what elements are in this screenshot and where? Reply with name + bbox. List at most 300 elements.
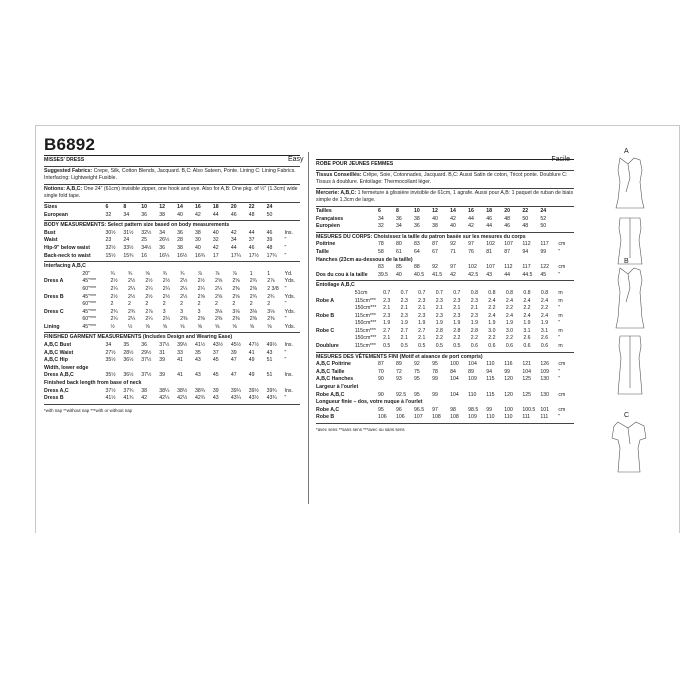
row-label: Robe A,C — [316, 406, 340, 413]
table-cell — [231, 365, 249, 373]
table-cell: 2¼ — [145, 316, 153, 323]
table-cell: 40 — [432, 215, 438, 222]
table-cell: 78 — [377, 241, 384, 248]
table-cell: 2.3 — [470, 297, 478, 304]
table-cell: 1.9 — [418, 320, 426, 327]
table-cell: " — [284, 357, 287, 364]
table-row — [316, 257, 574, 265]
table-cell: 12 — [432, 207, 438, 214]
table-cell: 45 — [540, 271, 547, 278]
table-cell: cm — [558, 264, 566, 271]
table-cell: 2⅝ — [214, 293, 223, 300]
table-row — [44, 301, 300, 309]
table-cell: 78 — [432, 368, 438, 375]
table-cell: 50 — [522, 215, 529, 222]
table-cell: " — [284, 285, 287, 292]
table-cell: 1.9 — [505, 320, 514, 327]
table-cell: 99 — [540, 248, 547, 255]
fabrics-label: Suggested Fabrics: — [44, 167, 93, 174]
table-cell: 2⅝ — [197, 293, 205, 300]
table-cell: 1 — [249, 270, 253, 277]
table-cell — [450, 384, 468, 392]
dress-a-front-sketch — [616, 158, 644, 208]
table-cell: ⅝ — [145, 270, 150, 277]
divider — [44, 404, 300, 405]
table-cell: 16 — [468, 207, 474, 214]
table-cell: Yd. — [284, 270, 293, 277]
table-cell: 94 — [486, 368, 492, 375]
notions-text-fr: 1 fermeture à glissière invisible de 61cm, 1 agrafe. Aussi pour A,B: 1 paquet de ruban de biais simple de 1.3cm de large. — [316, 189, 574, 204]
table-row — [316, 392, 574, 400]
table-cell: ⅞ — [197, 270, 202, 277]
table-cell: 2.7 — [400, 327, 408, 334]
table-cell: 1.9 — [453, 320, 461, 327]
table-row — [44, 237, 300, 245]
table-cell: 36½ — [123, 372, 134, 379]
table-row — [316, 208, 574, 216]
table-cell: " — [284, 244, 287, 251]
table-cell: 51 — [266, 357, 273, 364]
table-cell: 93 — [395, 376, 402, 383]
table-cell: 37½ — [141, 357, 152, 364]
row-label — [44, 316, 82, 324]
row-label: Tailles — [316, 207, 332, 214]
table-cell — [177, 380, 195, 388]
table-row — [316, 305, 574, 313]
table-cell: 2¼ — [127, 316, 136, 323]
table-cell: 2¾ — [249, 293, 258, 300]
table-cell: 45"*** — [82, 278, 97, 285]
notions-label: Notions: A,B,C: — [44, 185, 83, 192]
table-cell: 89 — [395, 361, 402, 368]
table-cell: ¾ — [110, 270, 115, 277]
table-cell: m — [558, 327, 563, 334]
table-cell: 10 — [141, 203, 148, 210]
table-cell — [285, 204, 300, 212]
table-cell: 34 — [105, 342, 112, 349]
table-cell: 45"*** — [82, 323, 97, 330]
table-cell: 2.4 — [505, 312, 514, 319]
table-cell: 2⅜ — [267, 316, 275, 323]
table-cell: Ins. — [284, 387, 293, 394]
table-cell: 2⅜ — [214, 316, 223, 323]
table-cell: 2¼ — [162, 316, 170, 323]
pattern-number: B6892 — [44, 135, 96, 154]
table-cell: 60"*** — [82, 316, 97, 323]
table-cell: 18 — [486, 207, 492, 214]
table-cell: " — [284, 301, 287, 308]
table-cell: 64 — [414, 248, 420, 255]
table-cell: 126 — [540, 361, 550, 368]
table-cell: 2¼ — [145, 285, 153, 292]
table-cell: 2.3 — [418, 312, 426, 319]
table-cell — [558, 208, 574, 216]
table-cell — [522, 257, 540, 265]
table-cell: 47 — [230, 357, 237, 364]
table-cell — [468, 384, 486, 392]
table-cell: 35 — [123, 342, 130, 349]
table-cell: " — [558, 248, 561, 255]
table-row — [316, 216, 574, 224]
table-cell: Yds. — [284, 293, 295, 300]
table-cell: 111 — [540, 414, 549, 421]
view-label-a: A — [624, 148, 629, 155]
fabrics-paragraph-fr — [316, 172, 574, 187]
table-cell: 34 — [230, 237, 237, 244]
row-label: Européen — [316, 223, 340, 230]
table-cell: 97 — [450, 264, 456, 271]
table-row — [316, 384, 574, 392]
table-cell: 2⅝ — [232, 293, 240, 300]
table-cell: 117 — [540, 241, 549, 248]
table-cell: 44 — [212, 211, 219, 218]
table-cell: 2¾ — [249, 278, 258, 285]
table-cell: 26½ — [159, 237, 170, 244]
table-cell: 42 — [230, 229, 237, 236]
table-cell: " — [558, 271, 561, 278]
table-cell: ¾ — [162, 270, 168, 277]
table-row — [316, 290, 574, 298]
table-cell: 49½ — [266, 342, 277, 349]
divider — [44, 155, 300, 156]
table-cell: 2 — [180, 301, 184, 308]
table-cell: 2.2 — [505, 335, 514, 342]
table-cell: 40.5 — [414, 271, 425, 278]
table-cell — [558, 257, 574, 265]
finished-measurements-title: FINISHED GARMENT MEASUREMENTS (Includes Design and Wearing Ease) — [44, 334, 233, 341]
table-cell: 0.7 — [383, 289, 391, 296]
table-cell: 37½ — [105, 387, 116, 394]
table-cell — [195, 380, 213, 388]
table-cell: 30½ — [105, 229, 116, 236]
table-cell — [486, 384, 504, 392]
table-cell: 2⅜ — [249, 285, 258, 292]
table-cell: 45½ — [230, 342, 241, 349]
table-cell: 38 — [414, 215, 420, 222]
table-cell: 0.7 — [418, 289, 426, 296]
table-cell: 33 — [177, 349, 183, 356]
table-cell: 2.1 — [470, 305, 478, 312]
table-cell: 72 — [395, 368, 402, 375]
table-cell: ⅞ — [214, 270, 220, 277]
table-cell: 2⅜ — [232, 285, 240, 292]
row-label: Dress A,C — [44, 387, 69, 394]
table-row — [316, 320, 574, 328]
table-cell: 67 — [432, 248, 438, 255]
table-cell: 150cm*** — [354, 335, 377, 342]
table-cell: 16¾ — [195, 252, 206, 259]
interfacing-title: Interfacing A,B,C — [44, 263, 86, 270]
table-cell: 0.7 — [453, 289, 461, 296]
table-row — [44, 388, 300, 396]
table-cell — [195, 365, 213, 373]
column-divider — [308, 152, 309, 504]
row-label: Width, lower edge — [44, 364, 89, 371]
table-cell: 102 — [486, 241, 495, 248]
table-cell: 0.6 — [523, 343, 531, 350]
table-cell: 42 — [450, 215, 456, 222]
table-row — [44, 342, 300, 350]
sizes-table — [44, 204, 300, 219]
table-row — [316, 361, 574, 369]
table-cell: ⅝ — [267, 323, 272, 330]
table-cell: 115 — [486, 376, 495, 383]
body-measurements-table — [44, 230, 300, 260]
table-cell — [249, 365, 267, 373]
table-cell: 2.2 — [540, 305, 549, 312]
table-cell: 2 — [214, 301, 218, 308]
table-cell: 22 — [522, 207, 529, 214]
table-row — [316, 298, 574, 306]
table-cell: ⅝ — [232, 323, 237, 330]
row-label: Robe B — [316, 414, 335, 421]
divider — [316, 170, 574, 171]
table-cell: 2.1 — [418, 305, 426, 312]
table-cell — [486, 399, 504, 407]
table-cell: 61 — [395, 248, 402, 255]
table-cell: 2.3 — [400, 312, 408, 319]
table-cell: 2⅞ — [267, 278, 275, 285]
table-cell: 122 — [540, 264, 550, 271]
table-cell: 37½ — [141, 372, 152, 379]
table-cell: 2.3 — [453, 297, 461, 304]
difficulty-label-fr: Facile — [551, 156, 570, 163]
table-cell: 104 — [450, 376, 459, 383]
table-cell: 35½ — [105, 372, 116, 379]
table-cell: 104 — [468, 361, 477, 368]
table-cell: 38¼ — [159, 387, 170, 394]
table-cell: 115cm*** — [354, 297, 376, 304]
table-cell: 130 — [540, 376, 550, 383]
table-cell: 2 — [162, 301, 166, 308]
row-label: Dos du cou à la taille — [316, 271, 368, 278]
table-cell: 2¾ — [267, 293, 275, 300]
divider — [316, 232, 574, 233]
finished-measurements-table-fr — [316, 361, 574, 422]
table-cell: 71 — [450, 248, 456, 255]
table-cell: 14 — [177, 203, 183, 210]
table-cell: 2¼ — [110, 285, 118, 292]
table-cell — [558, 399, 574, 407]
table-cell: 83 — [377, 264, 384, 271]
divider — [316, 280, 574, 281]
table-cell: 40 — [212, 229, 219, 236]
table-cell: 90 — [377, 391, 384, 398]
table-cell: 42 — [468, 223, 474, 230]
table-row — [316, 369, 574, 377]
table-cell: 39¼ — [230, 387, 241, 394]
divider — [44, 202, 300, 203]
row-label — [44, 286, 82, 294]
divider — [316, 188, 574, 189]
table-cell: 2¾ — [127, 308, 136, 315]
table-cell: 39½ — [177, 342, 188, 349]
table-cell: 30 — [195, 237, 201, 244]
table-cell: 99 — [504, 368, 511, 375]
table-cell: cm — [558, 391, 566, 398]
table-cell: ⅞ — [232, 270, 237, 277]
divider — [316, 352, 574, 353]
table-cell: " — [284, 252, 287, 259]
table-cell: 43¼ — [230, 395, 241, 402]
table-cell: 3.1 — [523, 327, 531, 334]
table-cell: ½ — [110, 323, 115, 330]
table-cell: 38 — [195, 229, 201, 236]
table-cell: 1.9 — [470, 320, 478, 327]
table-cell — [414, 384, 432, 392]
table-cell: 24 — [266, 203, 273, 210]
row-label: Dress A — [44, 278, 64, 285]
table-cell: 2.3 — [435, 297, 443, 304]
row-label: Longueur finie – dos, votre nuque à l'ourlet — [316, 399, 423, 406]
table-cell: m — [558, 289, 563, 296]
row-label: Dress A,B,C — [44, 372, 74, 379]
table-cell: 97 — [432, 406, 438, 413]
table-cell: 3 — [162, 308, 166, 315]
table-cell: 2.4 — [523, 312, 531, 319]
notions-text: One 24" (61cm) invisible zipper, one hook and eye. Also for A,B: One pkg. of ½" (1.3cm) wide single fold tape. — [44, 185, 298, 200]
table-cell: 20" — [82, 270, 91, 277]
table-cell: " — [284, 349, 287, 356]
table-cell: 107 — [414, 414, 423, 421]
table-cell: 2.1 — [383, 305, 391, 312]
table-cell: 3⅛ — [232, 308, 240, 315]
table-cell: 38¾ — [195, 387, 206, 394]
table-row — [316, 249, 574, 257]
row-label: Lining — [44, 323, 60, 330]
table-cell — [540, 384, 558, 392]
table-row — [316, 414, 574, 422]
table-cell: 32 — [105, 211, 112, 218]
table-cell: 36 — [395, 215, 402, 222]
divider — [44, 166, 300, 167]
table-cell: 2 — [127, 301, 131, 308]
table-cell: 3⅛ — [267, 308, 275, 315]
table-cell: 3.1 — [540, 327, 549, 334]
view-label-b: B — [624, 258, 629, 265]
table-row — [316, 399, 574, 407]
table-cell: 42¾ — [195, 395, 206, 402]
table-cell: 109 — [468, 414, 477, 421]
row-label: Sizes — [44, 203, 58, 210]
table-cell: 115 — [486, 391, 495, 398]
table-cell: 46 — [248, 244, 255, 251]
table-cell: 34 — [395, 223, 402, 230]
table-cell: 28½ — [123, 349, 134, 356]
table-cell — [540, 399, 558, 407]
table-cell: 2⅝ — [214, 278, 223, 285]
table-cell: 3 — [197, 308, 201, 315]
table-cell: 2⅞ — [145, 308, 153, 315]
table-cell: 6 — [377, 207, 381, 214]
table-cell: 2 — [197, 301, 201, 308]
table-cell: " — [558, 368, 561, 375]
table-cell: 51 — [266, 372, 273, 379]
table-cell: 44 — [504, 271, 511, 278]
table-cell: 45"*** — [82, 308, 97, 315]
table-cell: m — [558, 343, 563, 350]
table-cell: 88 — [414, 264, 420, 271]
table-cell: 27½ — [105, 349, 116, 356]
table-cell — [558, 216, 574, 224]
table-row — [44, 230, 300, 238]
table-cell: 2½ — [197, 278, 205, 285]
table-cell: " — [284, 316, 287, 323]
table-cell: 2¼ — [110, 316, 118, 323]
table-cell: 38 — [432, 223, 438, 230]
row-label: A,B,C Hip — [44, 357, 68, 364]
table-cell: 2⅜ — [249, 316, 258, 323]
table-cell: " — [558, 376, 561, 383]
table-cell: 44 — [230, 244, 237, 251]
table-cell: 120 — [504, 391, 513, 398]
table-cell: 2.6 — [523, 335, 531, 342]
table-cell — [522, 399, 540, 407]
table-cell: 98.5 — [468, 406, 479, 413]
table-cell: 120 — [504, 376, 513, 383]
table-cell — [213, 380, 231, 388]
table-cell — [285, 365, 300, 373]
table-cell — [285, 380, 300, 388]
table-cell: 36 — [141, 211, 148, 218]
table-cell: 2.2 — [505, 305, 514, 312]
row-label: Robe B — [316, 312, 335, 319]
table-row — [44, 253, 300, 261]
table-cell: " — [284, 237, 287, 244]
table-cell: 98 — [450, 406, 456, 413]
spacer — [316, 152, 574, 158]
table-cell: 2.2 — [435, 335, 443, 342]
row-label: Françaises — [316, 215, 344, 222]
divider — [316, 159, 574, 160]
table-cell: 2.3 — [453, 312, 461, 319]
table-cell: 2.7 — [418, 327, 426, 334]
table-cell: 2½ — [145, 278, 153, 285]
table-cell: 2¼ — [127, 285, 136, 292]
table-cell: 2¼ — [197, 285, 205, 292]
table-cell: 109 — [468, 376, 477, 383]
table-cell: 41½ — [105, 395, 116, 402]
table-row — [44, 350, 300, 358]
table-cell: 36 — [141, 342, 148, 349]
table-cell: 125 — [522, 391, 531, 398]
table-cell: 0.5 — [435, 343, 443, 350]
table-cell: ⅝ — [180, 323, 185, 330]
table-cell: 2⅜ — [180, 316, 188, 323]
dress-a-back-sketch — [618, 218, 642, 264]
table-cell: 2⅜ — [232, 316, 240, 323]
table-cell: 14 — [450, 207, 456, 214]
table-cell: 116 — [504, 361, 513, 368]
table-cell: 2.8 — [435, 327, 443, 334]
table-cell: 36½ — [123, 357, 134, 364]
table-cell: 2½ — [180, 278, 188, 285]
fabrics-paragraph — [44, 168, 300, 183]
table-cell: 107 — [486, 264, 495, 271]
row-label — [316, 320, 355, 328]
table-cell: ⅝ — [197, 323, 202, 330]
table-cell: 38 — [141, 387, 148, 394]
table-cell: 106 — [377, 414, 387, 421]
table-cell: 150cm*** — [354, 305, 377, 312]
table-cell: 39 — [230, 349, 237, 356]
table-cell — [396, 384, 414, 392]
table-cell: 35½ — [105, 357, 116, 364]
table-cell: 58 — [377, 248, 384, 255]
table-cell: 49 — [248, 357, 255, 364]
table-cell: 96 — [395, 406, 402, 413]
table-cell: 42½ — [177, 395, 188, 402]
